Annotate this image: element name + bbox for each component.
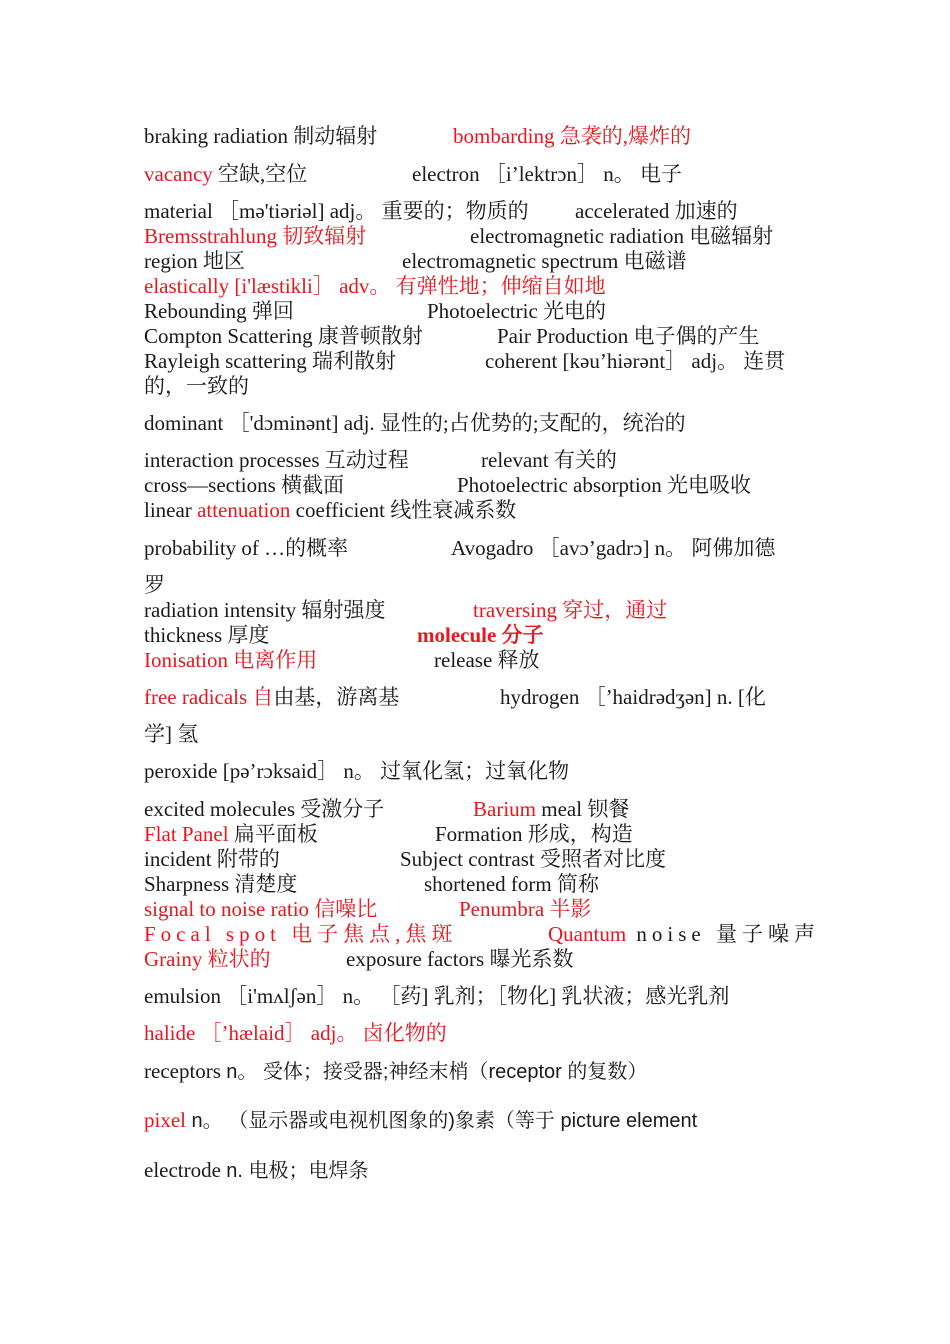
term-gloss: noise 量子噪声 bbox=[626, 922, 820, 946]
term-vacancy bbox=[144, 162, 307, 187]
term-avogadro-continued: 罗 bbox=[144, 573, 165, 597]
term-relevant: relevant 有关的 bbox=[481, 448, 617, 472]
term-gloss: n。 （显示器或电视机图象的)象素（等于 picture element bbox=[186, 1110, 698, 1132]
term-region: region 地区 bbox=[144, 249, 245, 273]
term-rebounding: Rebounding 弹回 bbox=[144, 299, 294, 323]
term-receptors bbox=[144, 1059, 647, 1085]
term-signal-to-noise-ratio: signal to noise ratio 信噪比 bbox=[144, 897, 378, 921]
term-electromagnetic-spectrum: electromagnetic spectrum 电磁谱 bbox=[402, 249, 687, 273]
term-bombarding: bombarding 急袭的,爆炸的 bbox=[453, 124, 691, 148]
term-electromagnetic-radiation: electromagnetic radiation 电磁辐射 bbox=[470, 224, 774, 248]
term-hydrogen-continued: 学] 氢 bbox=[144, 722, 199, 746]
term-coherent: coherent [kəu’hiərənt］ adj。 连贯 bbox=[485, 349, 786, 373]
term-exposure-factors: exposure factors 曝光系数 bbox=[346, 947, 574, 971]
term-photoelectric: Photoelectric 光电的 bbox=[427, 299, 607, 323]
term-peroxide: peroxide [pə’rɔksaid］ n。 过氧化氢；过氧化物 bbox=[144, 759, 570, 783]
term-shortened-form: shortened form 简称 bbox=[424, 872, 599, 896]
term-subject-contrast: Subject contrast 受照者对比度 bbox=[400, 847, 666, 871]
term-gloss: n。 受体；接受器;神经末梢（receptor 的复数） bbox=[226, 1061, 648, 1083]
term-focal-spot: Focal spot 电子焦点,焦斑 bbox=[144, 922, 458, 946]
term-gloss: meal 钡餐 bbox=[536, 797, 630, 821]
term-highlight: Quantum bbox=[548, 922, 627, 946]
term-dominant: dominant ［'dɔminənt] adj. 显性的;占优势的;支配的，统治的 bbox=[144, 411, 686, 435]
term-part: coefficient 线性衰减系数 bbox=[290, 498, 517, 522]
term-quantum-noise bbox=[548, 922, 820, 947]
vocab-row bbox=[144, 124, 377, 149]
term-word: receptors bbox=[144, 1059, 227, 1083]
term-part: linear bbox=[144, 498, 198, 522]
term-word: electrode bbox=[144, 1158, 227, 1182]
term-avogadro: Avogadro ［avɔ’gadrɔ] n。 阿佛加德 bbox=[451, 536, 776, 560]
term-electrode bbox=[144, 1158, 368, 1184]
term-interaction-processes: interaction processes 互动过程 bbox=[144, 448, 409, 472]
term-accelerated: accelerated 加速的 bbox=[575, 199, 738, 223]
term-halide: halide ［’hælaid］ adj。 卤化物的 bbox=[144, 1021, 447, 1045]
term-barium-meal bbox=[473, 797, 629, 822]
term-linear-attenuation-coefficient bbox=[144, 498, 516, 523]
term-incident: incident 附带的 bbox=[144, 847, 280, 871]
term-probability-of: probability of …的概率 bbox=[144, 536, 349, 560]
term-free-radicals bbox=[144, 685, 399, 710]
term-emulsion: emulsion ［i'mʌlʃən］ n。 ［药] 乳剂；［物化] 乳状液；感光乳剂 bbox=[144, 984, 730, 1008]
term-highlight: pixel bbox=[144, 1108, 186, 1132]
term-ionisation: Ionisation 电离作用 bbox=[144, 648, 318, 672]
term-radiation-intensity: radiation intensity 辐射强度 bbox=[144, 598, 386, 622]
term-highlight: free radicals 自 bbox=[144, 685, 274, 709]
term-elastically: elastically [i'læstikli］ adv。 有弹性地；伸缩自如地 bbox=[144, 274, 606, 298]
term-release: release 释放 bbox=[434, 648, 540, 672]
term-sharpness: Sharpness 清楚度 bbox=[144, 872, 298, 896]
term-highlight: attenuation bbox=[197, 498, 291, 522]
term-excited-molecules: excited molecules 受激分子 bbox=[144, 797, 385, 821]
term-thickness: thickness 厚度 bbox=[144, 623, 270, 647]
term-molecule: molecule 分子 bbox=[417, 623, 544, 647]
term-cross-sections: cross—sections 横截面 bbox=[144, 473, 345, 497]
term-word: vacancy bbox=[144, 162, 213, 186]
term-braking-radiation: braking radiation 制动辐射 bbox=[144, 124, 378, 148]
term-gloss: n. 电极；电焊条 bbox=[226, 1160, 369, 1182]
term-bremsstrahlung: Bremsstrahlung 韧致辐射 bbox=[144, 224, 367, 248]
term-traversing: traversing 穿过，通过 bbox=[473, 598, 668, 622]
term-highlight: Flat Panel bbox=[144, 822, 229, 846]
term-highlight: Barium bbox=[473, 797, 536, 821]
term-electron: electron ［i’lektrɔn］ n。 电子 bbox=[412, 162, 683, 186]
term-coherent-continued: 的，一致的 bbox=[144, 374, 249, 398]
term-pixel bbox=[144, 1108, 697, 1134]
term-material: material ［mə'tiəriəl] adj。 重要的；物质的 bbox=[144, 199, 529, 223]
term-formation: Formation 形成，构造 bbox=[435, 822, 633, 846]
term-rayleigh-scattering: Rayleigh scattering 瑞利散射 bbox=[144, 349, 396, 373]
term-hydrogen: hydrogen ［’haidrədʒən] n. [化 bbox=[500, 685, 766, 709]
term-grainy: Grainy 粒状的 bbox=[144, 947, 271, 971]
term-gloss: 由基，游离基 bbox=[273, 685, 400, 709]
term-gloss: 空缺,空位 bbox=[212, 162, 308, 186]
term-photoelectric-absorption: Photoelectric absorption 光电吸收 bbox=[457, 473, 751, 497]
term-gloss: 扁平面板 bbox=[228, 822, 318, 846]
term-compton-scattering: Compton Scattering 康普顿散射 bbox=[144, 324, 423, 348]
term-flat-panel bbox=[144, 822, 318, 847]
term-pair-production: Pair Production 电子偶的产生 bbox=[497, 324, 760, 348]
term-penumbra: Penumbra 半影 bbox=[459, 897, 592, 921]
